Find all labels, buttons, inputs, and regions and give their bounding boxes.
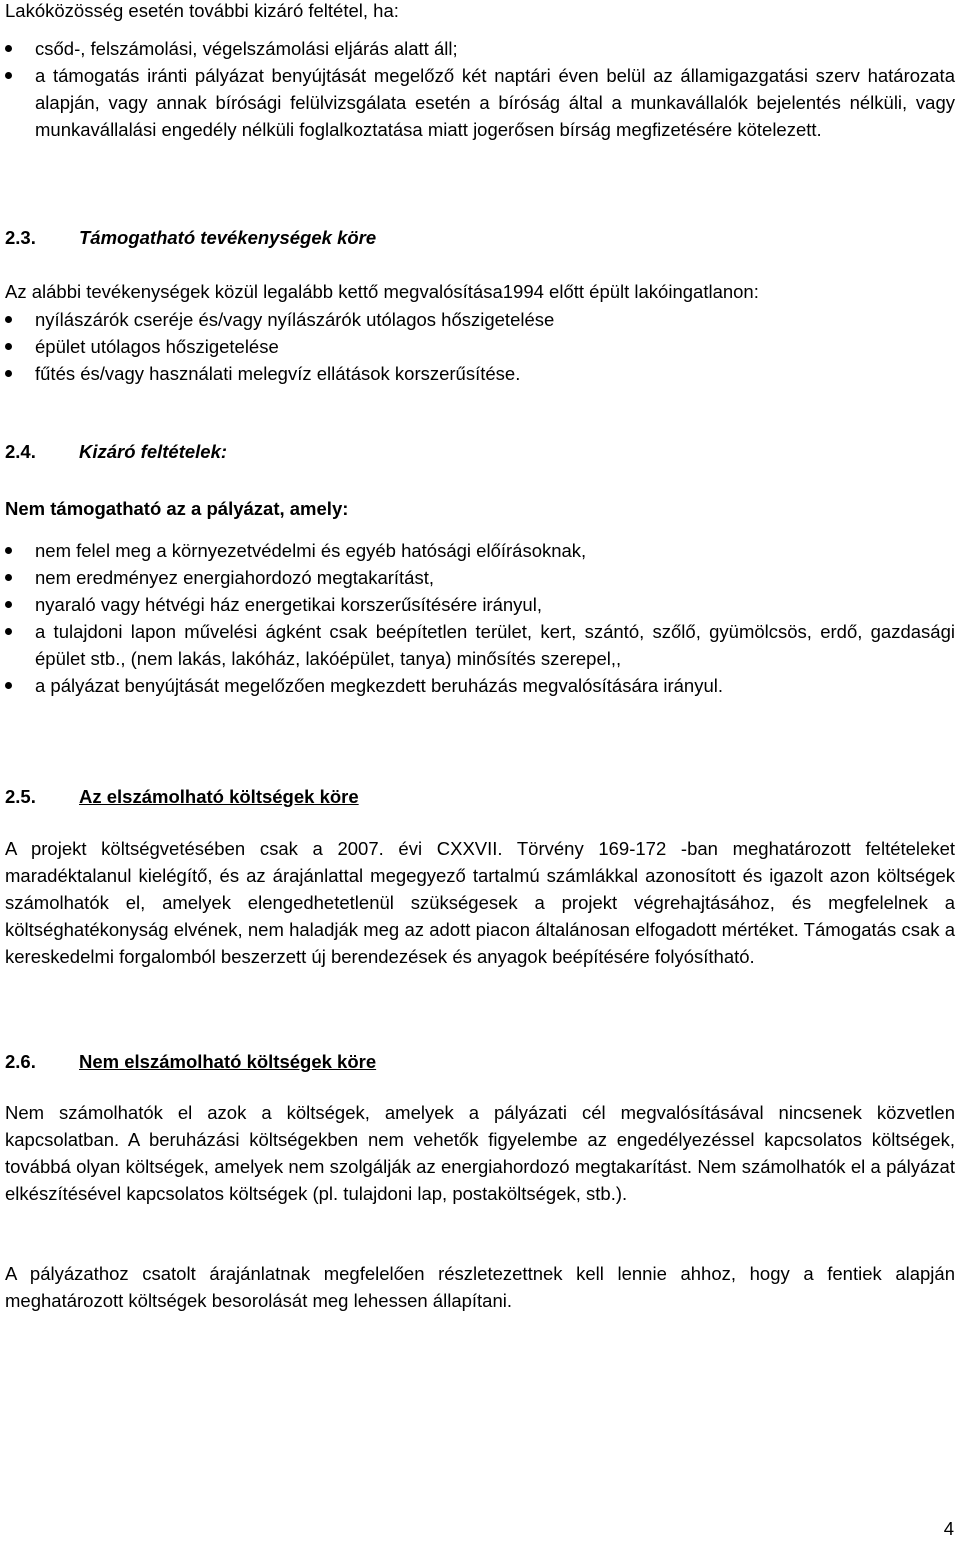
page-number: 4 [943, 1518, 954, 1539]
section-title: Az elszámolható költségek köre [79, 786, 359, 807]
list-item: nyílászárók cseréje és/vagy nyílászárók utólagos hőszigetelése [5, 306, 955, 333]
section-2-4-lead: Nem támogatható az a pályázat, amely: [5, 498, 349, 519]
section-title: Kizáró feltételek: [79, 441, 228, 462]
list-item: nem felel meg a környezetvédelmi és egyéb hatósági előírásoknak, [5, 537, 955, 564]
section-heading-2-5 [5, 783, 955, 810]
section-2-6-paragraph-1: Nem számolhatók el azok a költségek, amelyek a pályázati cél megvalósításával nincsenek közvetlen kapcsolatban. A beruházási költségekben nem vehetők figyelembe az engedélyezéssel kapcsolatos költségek, továbbá olyan költségek, amelyek nem szolgálják az energiahordozó megtakarítást. Nem számolhatók el a pályázat elkészítésével kapcsolatos költségek (pl. tulajdoni lap, postaköltségek, stb.). [5, 1102, 955, 1204]
list-item: a pályázat benyújtását megelőzően megkezdett beruházás megvalósítására irányul. [5, 672, 955, 699]
bullet-icon [5, 370, 12, 377]
bullet-icon [5, 574, 12, 581]
section-2-3-bullet-list [5, 306, 955, 387]
section-number: 2.3. [5, 227, 36, 248]
bullet-icon [5, 682, 12, 689]
intro-section [5, 0, 955, 24]
bullet-icon [5, 72, 12, 79]
section-heading-2-4 [5, 438, 955, 465]
section-heading-2-3 [5, 224, 955, 251]
list-item: csőd-, felszámolási, végelszámolási eljárás alatt áll; [5, 35, 955, 62]
section-title: Támogatható tevékenységek köre [79, 227, 377, 248]
list-item: nem eredményez energiahordozó megtakarítást, [5, 564, 955, 591]
bullet-icon [5, 316, 12, 323]
bullet-icon [5, 45, 12, 52]
list-item: a tulajdoni lapon művelési ágként csak beépítetlen terület, kert, szántó, szőlő, gyümölcsös, erdő, gazdasági épület stb., (nem lakás, lakóház, lakóépület, tanya) minősítés szerepel,, [5, 618, 955, 672]
section-2-6-paragraph-2: A pályázathoz csatolt árajánlatnak megfelelően részletezettnek kell lennie ahhoz, hogy a fentiek alapján meghatározott költségek besorolását meg lehessen állapítani. [5, 1263, 955, 1311]
list-item: nyaraló vagy hétvégi ház energetikai korszerűsítésére irányul, [5, 591, 955, 618]
section-title: Nem elszámolható költségek köre [79, 1051, 377, 1072]
section-2-3-lead: Az alábbi tevékenységek közül legalább kettő megvalósítása1994 előtt épült lakóingatlanon: [5, 281, 759, 302]
section-number: 2.4. [5, 441, 36, 462]
intro-lead: Lakóközösség esetén további kizáró feltétel, ha: [5, 0, 399, 21]
section-number: 2.5. [5, 786, 36, 807]
bullet-icon [5, 601, 12, 608]
bullet-icon [5, 547, 12, 554]
bullet-icon [5, 628, 12, 635]
list-item: fűtés és/vagy használati melegvíz ellátások korszerűsítése. [5, 360, 955, 387]
list-item: épület utólagos hőszigetelése [5, 333, 955, 360]
section-2-4-bullet-list [5, 537, 955, 699]
bullet-icon [5, 343, 12, 350]
section-heading-2-6 [5, 1048, 955, 1075]
list-item: a támogatás iránti pályázat benyújtását megelőző két naptári éven belül az államigazgatási szerv határozata alapján, vagy annak bírósági felülvizsgálata esetén a bíróság által a munkavállalók bejelentés nélküli, vagy munkavállalási engedély nélküli foglalkoztatása miatt jogerősen bírság megfizetésére kötelezett. [5, 62, 955, 143]
section-number: 2.6. [5, 1051, 36, 1072]
section-2-5-paragraph: A projekt költségvetésében csak a 2007. évi CXXVII. Törvény 169-172 -ban meghatározott feltételeket maradéktalanul kielégítő, és az árajánlattal megegyező tartalmú számlákkal azonosított és igazolt azon költségek számolhatók el, amelyek elengedhetetlenül szükségesek a projekt végrehajtásához, és megfelelnek a költséghatékonyság elvének, nem haladják meg az adott piacon általánosan elfogadott mértéket. Támogatás csak a kereskedelmi forgalomból beszerzett új berendezések és anyagok beépítésére folyósítható. [5, 838, 955, 967]
intro-bullet-list [5, 35, 955, 143]
